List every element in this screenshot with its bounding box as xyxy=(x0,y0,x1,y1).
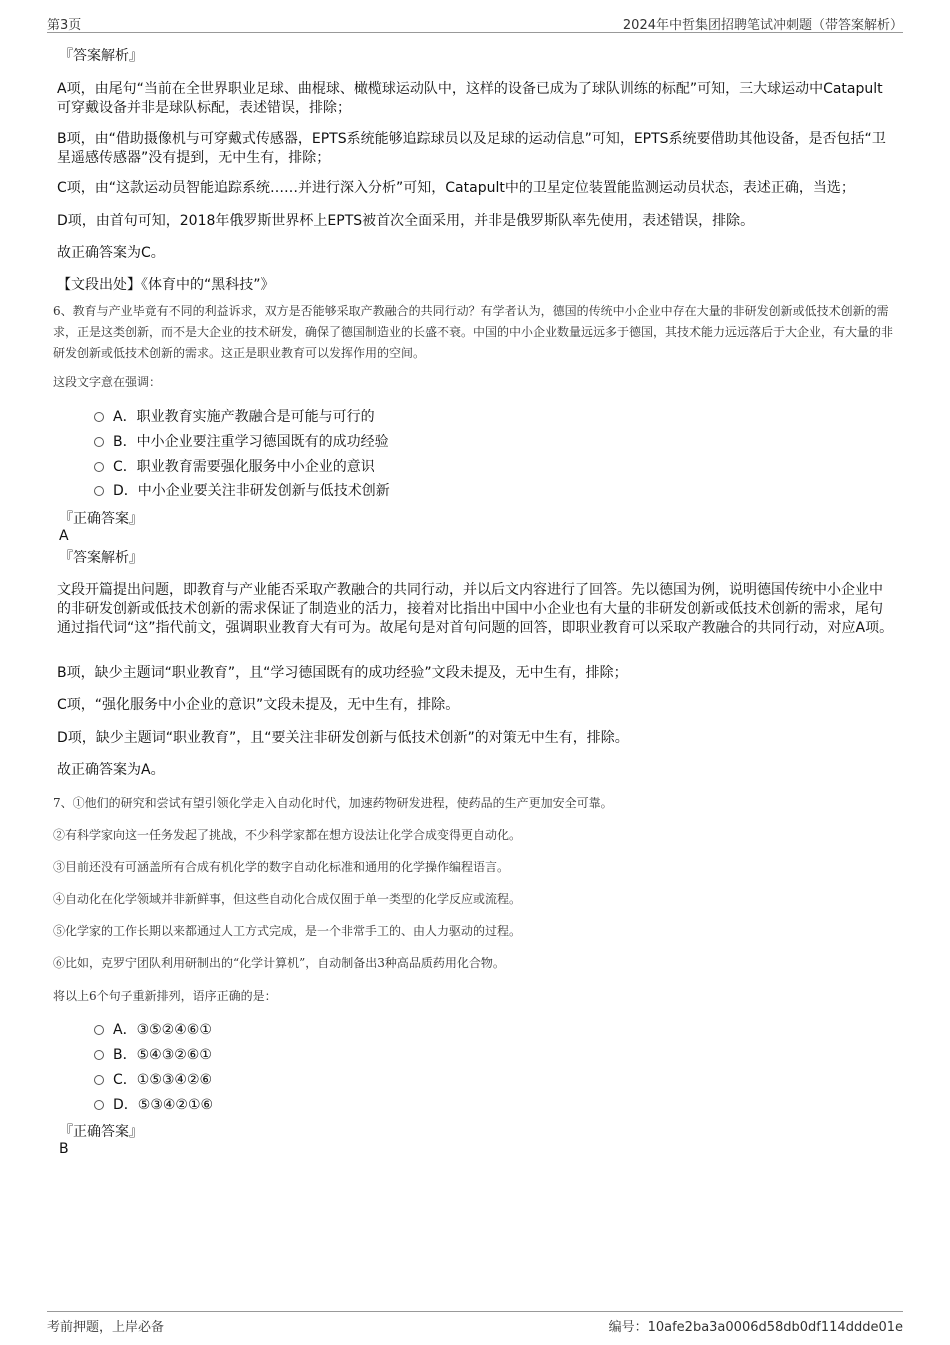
page-footer xyxy=(47,1311,903,1336)
analysis-option-d: D项，由首句可知，2018年俄罗斯世界杯上EPTS被首次全面采用，并非是俄罗斯队率先使用，表述错误，排除。 xyxy=(57,213,755,229)
source-note: 【文段出处】《体育中的“黑科技”》 xyxy=(57,277,275,293)
page-header xyxy=(47,12,903,33)
radio-icon[interactable] xyxy=(94,1100,104,1110)
question-7-sentence-6: ⑥比如，克罗宁团队利用研制出的“化学计算机”，自动制备出3种高品质药用化合物。 xyxy=(53,956,505,970)
q7-option-c[interactable]: C．①⑤③④②⑥ xyxy=(94,1071,212,1090)
q7-option-d[interactable]: D．⑤③④②①⑥ xyxy=(94,1096,213,1115)
q6-option-b[interactable]: B．中小企业要注重学习德国既有的成功经验 xyxy=(94,433,389,452)
q7-option-a[interactable]: A．③⑤②④⑥① xyxy=(94,1021,212,1040)
analysis-option-a: A项，由尾句“当前在全世界职业足球、曲棍球、橄榄球运动队中，这样的设备已成为了球队训练的标配”可知，三大球运动中Catapult可穿戴设备并非是球队标配，表述错误，排除； xyxy=(57,81,883,116)
q6-answer: A xyxy=(59,528,69,544)
question-7-sentence-1: 7、①他们的研究和尝试有望引领化学走入自动化时代，加速药物研发进程，使药品的生产更加安全可靠。 xyxy=(53,796,613,810)
analysis-conclusion: 故正确答案为C。 xyxy=(57,245,165,261)
question-7-prompt: 将以上6个句子重新排列，语序正确的是： xyxy=(53,989,277,1003)
document-serial: 编号：10afe2ba3a0006d58db0df114ddde01e xyxy=(608,1320,903,1335)
footer-slogan: 考前押题，上岸必备 xyxy=(47,1320,165,1335)
q7-answer-label: 『正确答案』 xyxy=(59,1124,143,1140)
q6-analysis-d: D项，缺少主题词“职业教育”，且“要关注非研发创新与低技术创新”的对策无中生有，排除。 xyxy=(57,730,629,746)
q7-answer: B xyxy=(59,1141,69,1157)
q6-option-c[interactable]: C．职业教育需要强化服务中小企业的意识 xyxy=(94,458,375,477)
analysis-label: 『答案解析』 xyxy=(59,48,143,64)
q6-analysis-main: 文段开篇提出问题，即教育与产业能否采取产教融合的共同行动，并以后文内容进行了回答。先以德国为例，说明德国传统中小企业中的非研发创新或低技术创新的需求保证了制造业的活力，接着对比指出中国中小企业也有大量的非研发创新或低技术创新的需求，尾句通过指代词“这”指代前文，强调职业教育大有可为。故尾句是对首句问题的回答，即职业教育可以采取产教融合的共同行动，对应A项。 xyxy=(57,582,894,636)
q6-analysis-b: B项，缺少主题词“职业教育”，且“学习德国既有的成功经验”文段未提及，无中生有，排除； xyxy=(57,665,628,681)
document-title: 2024年中哲集团招聘笔试冲刺题（带答案解析） xyxy=(622,18,903,33)
radio-icon[interactable] xyxy=(94,462,104,472)
q6-analysis-conclusion: 故正确答案为A。 xyxy=(57,762,165,778)
question-7-sentence-5: ⑤化学家的工作长期以来都通过人工方式完成，是一个非常手工的、由人力驱动的过程。 xyxy=(53,924,522,938)
question-7-sentence-4: ④自动化在化学领域并非新鲜事，但这些自动化合成仅囿于单一类型的化学反应或流程。 xyxy=(53,892,522,906)
q6-option-d[interactable]: D．中小企业要关注非研发创新与低技术创新 xyxy=(94,482,390,501)
radio-icon[interactable] xyxy=(94,437,104,447)
question-7-sentence-3: ③目前还没有可涵盖所有合成有机化学的数字自动化标准和通用的化学操作编程语言。 xyxy=(53,860,510,874)
radio-icon[interactable] xyxy=(94,486,104,496)
q6-analysis-c: C项，“强化服务中小企业的意识”文段未提及，无中生有，排除。 xyxy=(57,697,460,713)
analysis-option-b: B项，由“借助摄像机与可穿戴式传感器，EPTS系统能够追踪球员以及足球的运动信息”可知，EPTS系统要借助其他设备，是否包括“卫星遥感传感器”没有提到，无中生有，排除； xyxy=(57,131,886,166)
analysis-option-c: C项，由“这款运动员智能追踪系统……并进行深入分析”可知，Catapult中的卫星定位装置能监测运动员状态，表述正确，当选； xyxy=(57,180,855,196)
q6-answer-label: 『正确答案』 xyxy=(59,511,143,527)
question-6-prompt: 这段文字意在强调： xyxy=(53,375,162,389)
q6-analysis-label: 『答案解析』 xyxy=(59,550,143,566)
question-6-stem: 6、教育与产业毕竟有不同的利益诉求，双方是否能够采取产教融合的共同行动？有学者认为，德国的传统中小企业中存在大量的非研发创新或低技术创新的需求，正是这类创新，而不是大企业的技术研发，确保了德国制造业的长盛不衰。中国的中小企业数量远远多于德国，其技术能力远远落后于大企业，有大量的非研发创新或低技术创新的需求。这正是职业教育可以发挥作用的空间。 xyxy=(53,304,894,360)
q6-option-a[interactable]: A．职业教育实施产教融合是可能与可行的 xyxy=(94,408,375,427)
radio-icon[interactable] xyxy=(94,1075,104,1085)
q7-option-b[interactable]: B．⑤④③②⑥① xyxy=(94,1046,212,1065)
radio-icon[interactable] xyxy=(94,1025,104,1035)
radio-icon[interactable] xyxy=(94,1050,104,1060)
question-7-sentence-2: ②有科学家向这一任务发起了挑战，不少科学家都在想方设法让化学合成变得更自动化。 xyxy=(53,828,522,842)
page-number: 第3页 xyxy=(47,18,82,33)
radio-icon[interactable] xyxy=(94,412,104,422)
